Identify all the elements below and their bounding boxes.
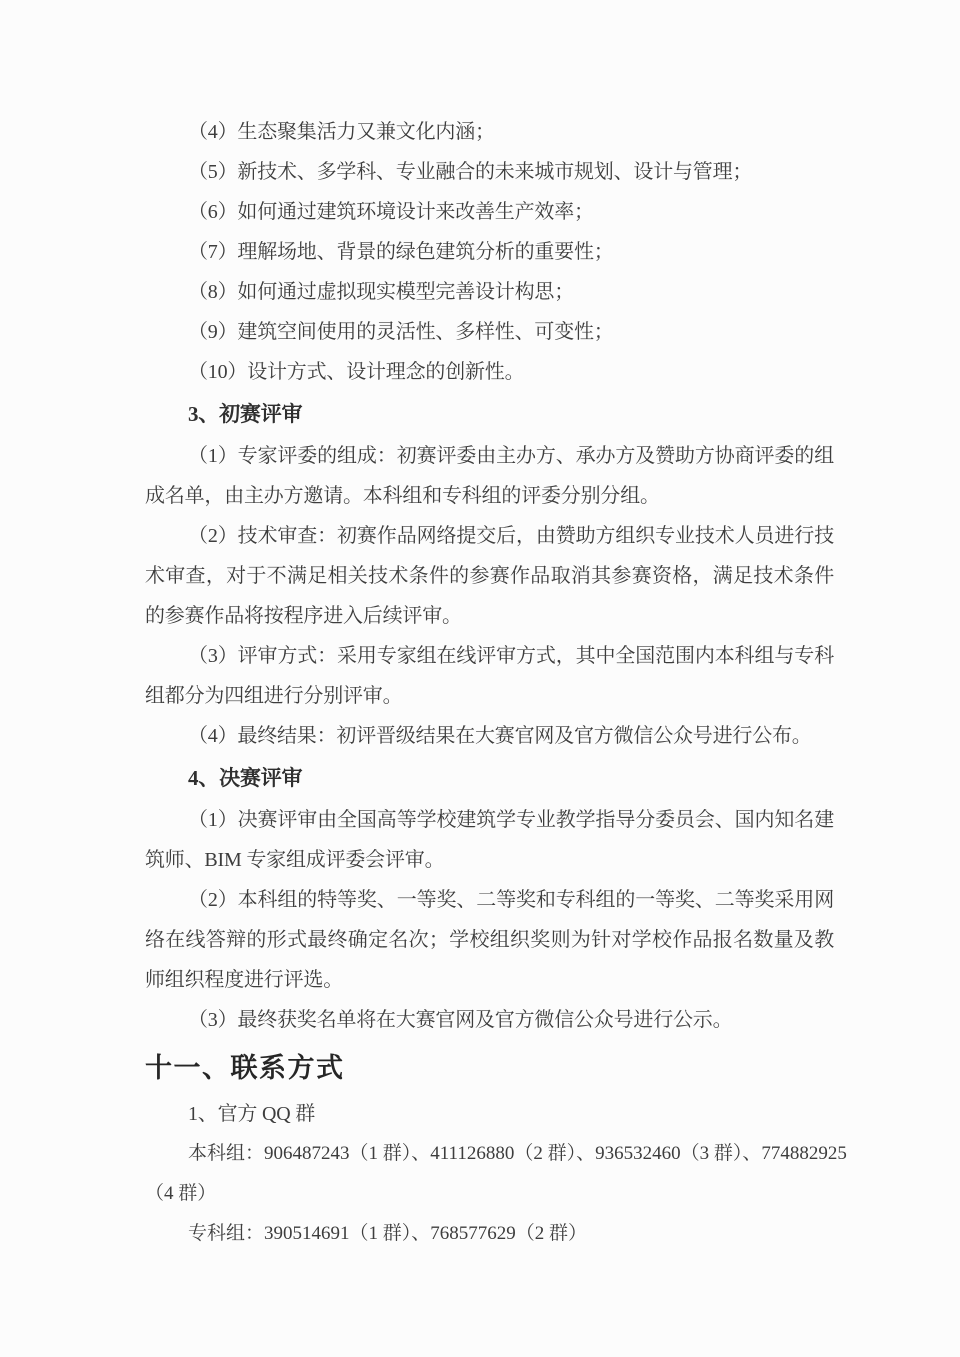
- criteria-item-5: （5）新技术、多学科、专业融合的未来城市规划、设计与管理；: [188, 161, 753, 183]
- criteria-item-10: （10）设计方式、设计理念的创新性。: [188, 361, 525, 383]
- preliminary-review-paragraph-4: （4）最终结果：初评晋级结果在大赛官网及官方微信公众号进行公布。: [188, 725, 812, 747]
- qq-groups-undergraduate-line1: 本科组：906487243（1 群）、411126880（2 群）、936532460（3 群）、774882925: [188, 1143, 847, 1164]
- criteria-item-4: （4）生态聚集活力又兼文化内涵；: [188, 121, 495, 143]
- final-review-paragraph-2: （2）本科组的特等奖、一等奖、二等奖和专科组的一等奖、二等奖采用网络在线答辩的形式最终确定名次；学校组织奖则为针对学校作品报名数量及教师组织程度进行评选。: [145, 889, 834, 991]
- qq-groups-college: 专科组：390514691（1 群）、768577629（2 群）: [188, 1223, 588, 1244]
- section-heading-preliminary-review: 3、初赛评审: [188, 402, 303, 426]
- section-heading-final-review: 4、决赛评审: [188, 766, 303, 790]
- final-review-paragraph-1: （1）决赛评审由全国高等学校建筑学专业教学指导分委员会、国内知名建筑师、BIM 专家组成评委会评审。: [145, 809, 834, 871]
- qq-groups-undergraduate-line2: （4 群）: [145, 1183, 217, 1204]
- criteria-item-7: （7）理解场地、背景的绿色建筑分析的重要性；: [188, 241, 614, 263]
- final-review-paragraph-3: （3）最终获奖名单将在大赛官网及官方微信公众号进行公示。: [188, 1009, 733, 1031]
- criteria-item-9: （9）建筑空间使用的灵活性、多样性、可变性；: [188, 321, 614, 343]
- preliminary-review-paragraph-3: （3）评审方式：采用专家组在线评审方式，其中全国范围内本科组与专科组都分为四组进行分别评审。: [145, 645, 834, 707]
- chapter-heading-contact: 十一、联系方式: [145, 1053, 345, 1083]
- criteria-item-6: （6）如何通过建筑环境设计来改善生产效率；: [188, 201, 594, 223]
- criteria-item-8: （8）如何通过虚拟现实模型完善设计构思；: [188, 281, 574, 303]
- subsection-heading-official-qq-groups: 1、官方 QQ 群: [188, 1103, 316, 1125]
- preliminary-review-paragraph-2: （2）技术审查：初赛作品网络提交后，由赞助方组织专业技术人员进行技术审查，对于不满足相关技术条件的参赛作品取消其参赛资格，满足技术条件的参赛作品将按程序进入后续评审。: [145, 525, 834, 627]
- preliminary-review-paragraph-1: （1）专家评委的组成：初赛评委由主办方、承办方及赞助方协商评委的组成名单，由主办方邀请。本科组和专科组的评委分别分组。: [145, 445, 834, 507]
